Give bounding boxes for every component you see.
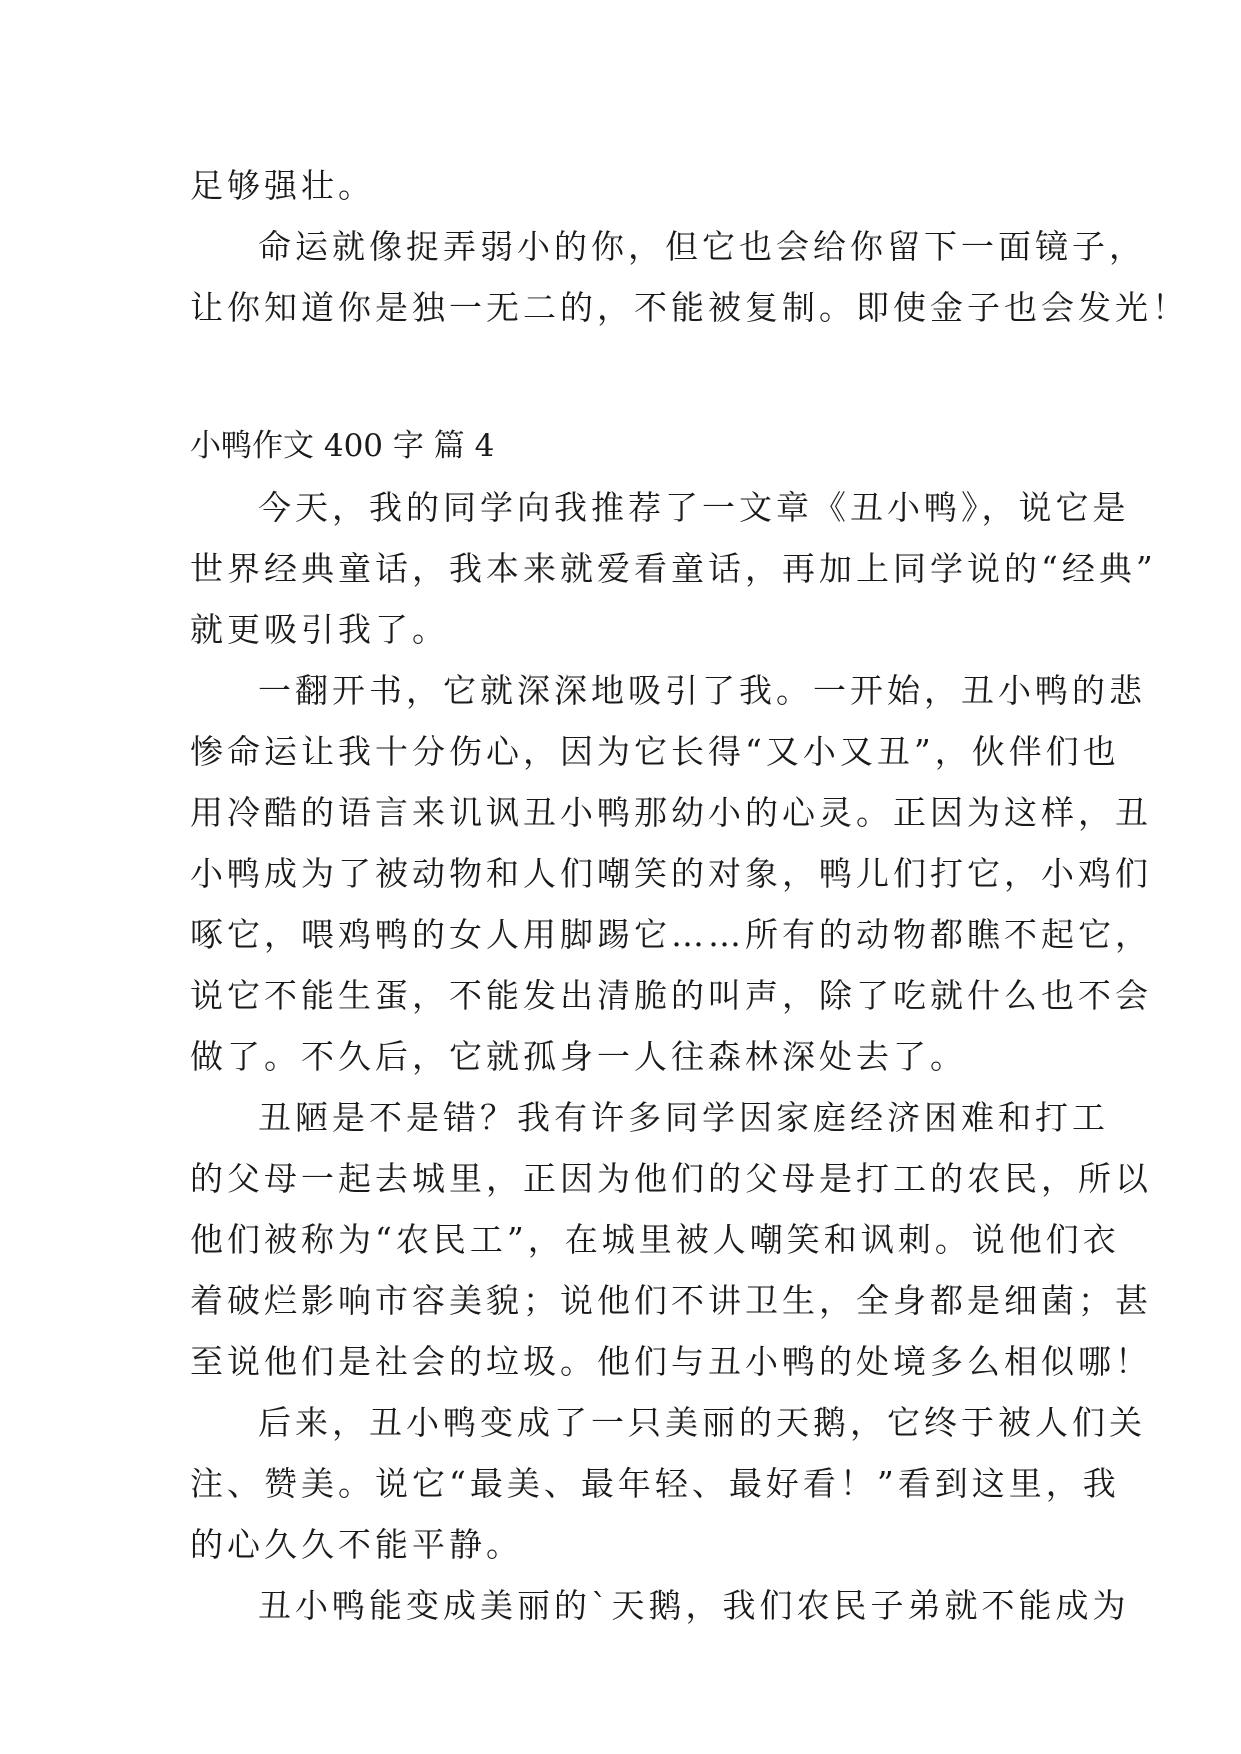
paragraph-line: 足够强壮。 <box>190 166 375 205</box>
paragraph-line: 用冷酷的语言来讥讽丑小鸭那幼小的心灵。正因为这样，丑 <box>190 793 1152 832</box>
paragraph-line: 让你知道你是独一无二的，不能被复制。即使金子也会发光！ <box>190 288 1189 327</box>
paragraph-line: 着破烂影响市容美貌；说他们不讲卫生，全身都是细菌；甚 <box>190 1281 1152 1320</box>
paragraph-line: 至说他们是社会的垃圾。他们与丑小鸭的处境多么相似哪！ <box>190 1342 1152 1381</box>
paragraph-line: 啄它，喂鸡鸭的女人用脚踢它……所有的动物都瞧不起它， <box>190 915 1152 954</box>
paragraph-line: 就更吸引我了。 <box>190 610 449 649</box>
paragraph-line: 的父母一起去城里，正因为他们的父母是打工的农民，所以 <box>190 1159 1152 1198</box>
paragraph-line: 命运就像捉弄弱小的你，但它也会给你留下一面镜子， <box>258 227 1146 266</box>
paragraph-line: 丑陋是不是错？我有许多同学因家庭经济困难和打工 <box>258 1098 1109 1137</box>
paragraph-line: 做了。不久后，它就孤身一人往森林深处去了。 <box>190 1037 967 1076</box>
paragraph-line: 惨命运让我十分伤心，因为它长得“又小又丑”，伙伴们也 <box>190 732 1120 771</box>
document-body <box>190 155 1189 1636</box>
paragraph-line: 说它不能生蛋，不能发出清脆的叫声，除了吃就什么也不会 <box>190 976 1152 1015</box>
paragraph-line: 他们被称为“农民工”，在城里被人嘲笑和讽刺。说他们衣 <box>190 1220 1120 1259</box>
paragraph-line: 后来，丑小鸭变成了一只美丽的天鹅，它终于被人们关 <box>258 1403 1146 1442</box>
paragraph-line: 世界经典童话，我本来就爱看童话，再加上同学说的“经典” <box>190 549 1157 588</box>
section-gap <box>190 338 1055 416</box>
paragraph-line: 今天，我的同学向我推荐了一文章《丑小鸭》，说它是 <box>258 488 1130 527</box>
paragraph-line: 的心久久不能平静。 <box>190 1525 523 1564</box>
paragraph-line: 小鸭成为了被动物和人们嘲笑的对象，鸭儿们打它，小鸡们 <box>190 854 1152 893</box>
section-heading: 小鸭作文 400 字 篇 4 <box>190 428 495 464</box>
paragraph-line: 注、赞美。说它“最美、最年轻、最好看！”看到这里，我 <box>190 1464 1120 1503</box>
paragraph-line: 一翻开书，它就深深地吸引了我。一开始，丑小鸭的悲 <box>258 671 1146 710</box>
paragraph-line: 丑小鸭能变成美丽的`天鹅，我们农民子弟就不能成为 <box>258 1586 1130 1625</box>
